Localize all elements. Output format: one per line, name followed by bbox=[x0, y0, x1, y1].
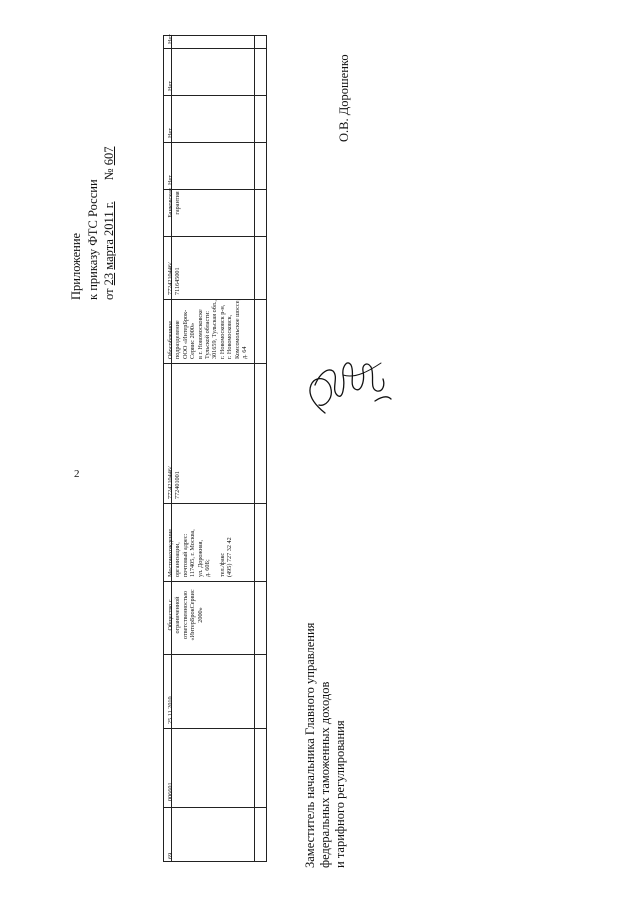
table-divider bbox=[164, 236, 266, 237]
organization-location: Местонахождение организации, почтовый адрес: 117405, г. Москва, ул. Дорожная, д. 60Б; тел./факс (495) 727 32 42 bbox=[167, 528, 234, 577]
col-a-value: Нет bbox=[167, 175, 174, 185]
table-divider bbox=[164, 95, 266, 96]
table-divider bbox=[164, 48, 266, 49]
order-date-number bbox=[103, 135, 116, 301]
appendix-label: Приложение bbox=[69, 232, 83, 300]
number-label: № bbox=[102, 168, 116, 181]
row-index: 69 bbox=[167, 852, 174, 859]
branch-info: Обособленное подразделение ООО «ИнтерБрок- Сервис 2000» в г. Новомосковске Тульской области: 301659, Тульская обл., г. Новомосковск р-н, г. Новомосковск, Комсомольское шоссе, д. 64 bbox=[167, 298, 249, 359]
date-month-year: марта 2011 г. bbox=[102, 201, 116, 270]
inn-kpp: 7724210446/ 772401001 bbox=[167, 466, 182, 499]
branch-inn-kpp: 7724210446/ 711645001 bbox=[167, 262, 182, 295]
guarantee-type: Банковская гарантия bbox=[167, 188, 182, 218]
table-divider bbox=[164, 728, 266, 729]
table-divider bbox=[164, 363, 266, 364]
reg-date: 25.11.2010 bbox=[167, 696, 174, 724]
col-b-value: Нет bbox=[167, 128, 174, 138]
col-c-value: Нет bbox=[167, 81, 174, 91]
registry-table bbox=[163, 35, 267, 862]
organization-name: Общество с ограниченной ответственностью «ИнтерБрокСервис 2000» bbox=[167, 589, 204, 641]
table-divider bbox=[164, 142, 266, 143]
reg-number: 006601 bbox=[167, 782, 174, 801]
order-number: 607 bbox=[102, 146, 116, 166]
page-number: 2 bbox=[74, 468, 80, 480]
signatory-name: О.В. Дорошенко bbox=[337, 54, 351, 142]
table-divider bbox=[164, 807, 266, 808]
table-divider bbox=[171, 36, 172, 861]
handwritten-signature bbox=[285, 345, 395, 420]
table-divider bbox=[254, 36, 255, 861]
col-d-value: Нет bbox=[167, 34, 174, 44]
order-reference: к приказу ФТС России bbox=[86, 179, 100, 300]
table-divider bbox=[164, 503, 266, 504]
date-prefix: от bbox=[102, 288, 116, 300]
date-day: 23 bbox=[102, 272, 116, 286]
table-divider bbox=[164, 654, 266, 655]
signatory-title: Заместитель начальника Главного управления федеральных таможенных доходов и тарифного регулирования bbox=[303, 622, 347, 868]
